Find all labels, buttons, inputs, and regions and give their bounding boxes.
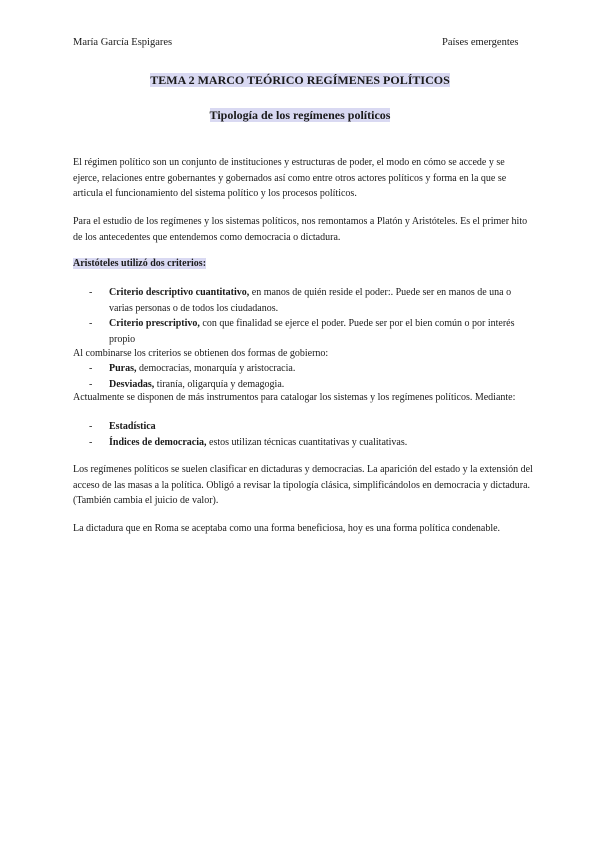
list-dash: - <box>89 318 93 329</box>
header-course: Países emergentes <box>442 37 519 48</box>
instruments-list <box>73 419 533 450</box>
page-subtitle: Tipología de los regímenes políticos <box>209 108 391 122</box>
list-item <box>73 361 533 377</box>
actual-text: Actualmente se disponen de más instrumentos para catalogar los sistemas y los regímenes políticos. Mediante: <box>73 392 516 403</box>
list-item <box>73 419 533 435</box>
form-label: Puras, <box>109 363 137 374</box>
list-item <box>73 435 533 451</box>
paragraph-dictatorship: La dictadura que en Roma se aceptaba como una forma beneficiosa, hoy es una forma política condenable. <box>73 523 501 534</box>
list-dash: - <box>89 436 93 448</box>
criterion-label: Criterio prescriptivo, <box>109 318 200 329</box>
list-dash: - <box>89 378 93 390</box>
combine-text: Al combinarse los criterios se obtienen dos formas de gobierno: <box>73 348 329 359</box>
criteria-list <box>73 285 533 347</box>
criterion-label: Criterio descriptivo cuantitativo, <box>109 287 250 298</box>
form-text: democracias, monarquía y aristocracia. <box>136 363 296 374</box>
form-text: tiranía, oligarquía y demagogia. <box>154 378 285 390</box>
paragraph-definition: El régimen político son un conjunto de instituciones y estructuras de poder, el modo en cómo se accede y se ejerce, relaciones entre gobernantes y gobernados así como entre otros actores políticos y forma en la que se articula el funcionamiento del sistema político y los procesos políticos. <box>73 157 507 199</box>
instrument-text: estos utilizan técnicas cuantitativas y cualitativas. <box>206 436 408 448</box>
criterion-text: con que finalidad se ejerce el poder. Puede ser por el bien común o por interés propio <box>109 318 515 345</box>
paragraph-origins: Para el estudio de los regímenes y los sistemas políticos, nos remontamos a Platón y Aristóteles. Es el primer hito de los antecedentes que entendemos como democracia o dictadura. <box>73 216 528 243</box>
list-item <box>73 316 533 347</box>
list-dash: - <box>89 287 93 298</box>
page-title: TEMA 2 MARCO TEÓRICO REGÍMENES POLÍTICOS <box>150 73 450 87</box>
list-dash: - <box>89 421 93 432</box>
instrument-label: Estadística <box>109 421 156 432</box>
instrument-label: Índices de democracia, <box>109 436 207 448</box>
criterion-text: en manos de quién reside el poder:. Puede ser en manos de una o varias personas o de todos los ciudadanos. <box>109 287 512 314</box>
form-label: Desviadas, <box>109 378 155 390</box>
forms-list <box>73 361 533 392</box>
paragraph-classification: Los regímenes políticos se suelen clasificar en dictaduras y democracias. La aparición del estado y la extensión del acceso de las masas a la política. Obligó a revisar la tipología clásica, simplificándolos en democracia y dictadura. (También cambia el juicio de valor). <box>73 464 533 506</box>
list-dash: - <box>89 363 93 374</box>
aristoteles-heading: Aristóteles utilizó dos criterios: <box>73 258 207 269</box>
list-item <box>73 285 533 316</box>
header-author: María García Espigares <box>73 37 173 48</box>
